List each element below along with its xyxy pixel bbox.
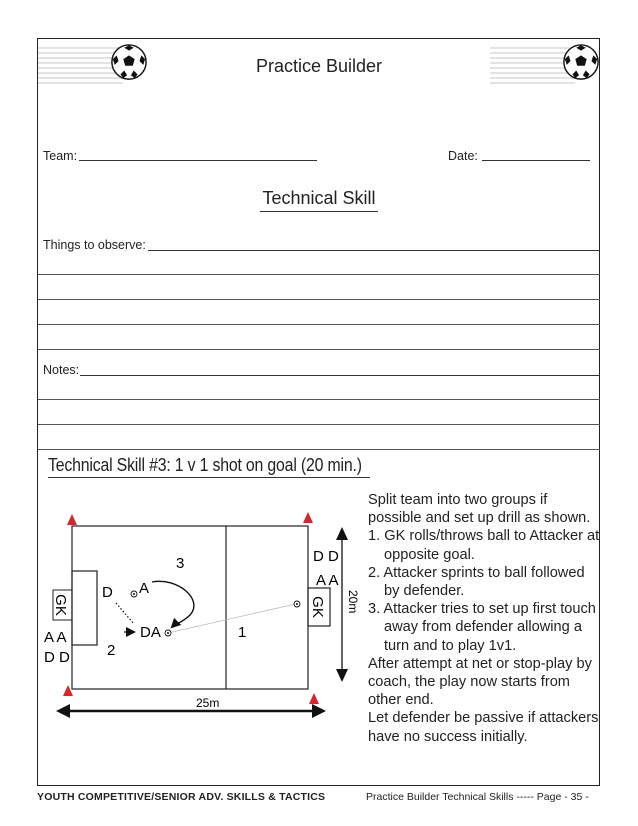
section-title: Technical Skill xyxy=(0,188,638,212)
ball-icon xyxy=(294,601,300,607)
drill-title-underline xyxy=(48,477,370,478)
instruction-step: 2. Attacker sprints to ball followed by defender. xyxy=(368,564,585,600)
field-diagram xyxy=(38,505,368,725)
defender-label: D xyxy=(102,584,113,601)
observe-line[interactable] xyxy=(148,250,600,251)
observe-line[interactable] xyxy=(38,299,600,300)
zone-3-label: 3 xyxy=(176,555,185,572)
right-attackers-label: A A xyxy=(316,572,339,589)
notes-line[interactable] xyxy=(38,424,600,425)
left-defenders-label: D D xyxy=(44,649,70,666)
instruction-step: 3. Attacker tries to set up first touch away from defender allowing a turn and to play 1v1. xyxy=(368,601,596,654)
cone-icon xyxy=(303,512,313,523)
left-attackers-label: A A xyxy=(44,629,67,646)
team-label: Team: xyxy=(43,149,78,163)
zone-2-label: 2 xyxy=(107,642,116,659)
defender-attacker-label: DA xyxy=(140,624,161,641)
gk-right-label: GK xyxy=(309,596,326,618)
instructions-passive: Let defender be passive if attackers have no success initially. xyxy=(368,710,599,745)
right-defenders-label: D D xyxy=(313,548,339,565)
team-field[interactable] xyxy=(79,160,317,161)
pitch xyxy=(72,526,308,689)
notes-label: Notes: xyxy=(43,363,80,377)
gk-left-label: GK xyxy=(52,594,69,616)
attacker-label: A xyxy=(139,580,150,597)
observe-label: Things to observe: xyxy=(43,238,146,252)
drill-instructions xyxy=(368,491,602,746)
attacker-run-arrow xyxy=(152,581,194,627)
ball-icon xyxy=(131,591,137,597)
notes-line[interactable] xyxy=(38,449,600,450)
instructions-after: After attempt at net or stop-play by coach, the play now starts from other end. xyxy=(368,655,592,709)
drill-title: Technical Skill #3: 1 v 1 shot on goal (20 min.) xyxy=(48,455,362,475)
footer-right: Practice Builder Technical Skills ----- Page - 35 - xyxy=(366,791,589,803)
notes-line[interactable] xyxy=(80,375,600,376)
width-label: 25m xyxy=(196,696,220,710)
footer-left: YOUTH COMPETITIVE/SENIOR ADV. SKILLS & TACTICS xyxy=(37,791,326,803)
instruction-step: 1. GK rolls/throws ball to Attacker at opposite goal. xyxy=(368,528,600,563)
cone-icon xyxy=(309,693,319,704)
date-field[interactable] xyxy=(482,160,590,161)
height-label: 20m xyxy=(346,590,360,614)
pass-line xyxy=(168,603,300,633)
observe-line[interactable] xyxy=(38,349,600,350)
observe-line[interactable] xyxy=(38,274,600,275)
instructions-intro: Split team into two groups if possible and set up drill as shown. xyxy=(368,492,591,527)
ball-icon xyxy=(165,630,171,636)
defender-path xyxy=(116,603,134,624)
goal-box-left xyxy=(72,571,97,645)
zone-1-label: 1 xyxy=(238,624,247,641)
date-label: Date: xyxy=(448,149,478,163)
observe-line[interactable] xyxy=(38,324,600,325)
notes-line[interactable] xyxy=(38,399,600,400)
page-title: Practice Builder xyxy=(255,56,383,76)
cone-icon xyxy=(67,514,77,525)
